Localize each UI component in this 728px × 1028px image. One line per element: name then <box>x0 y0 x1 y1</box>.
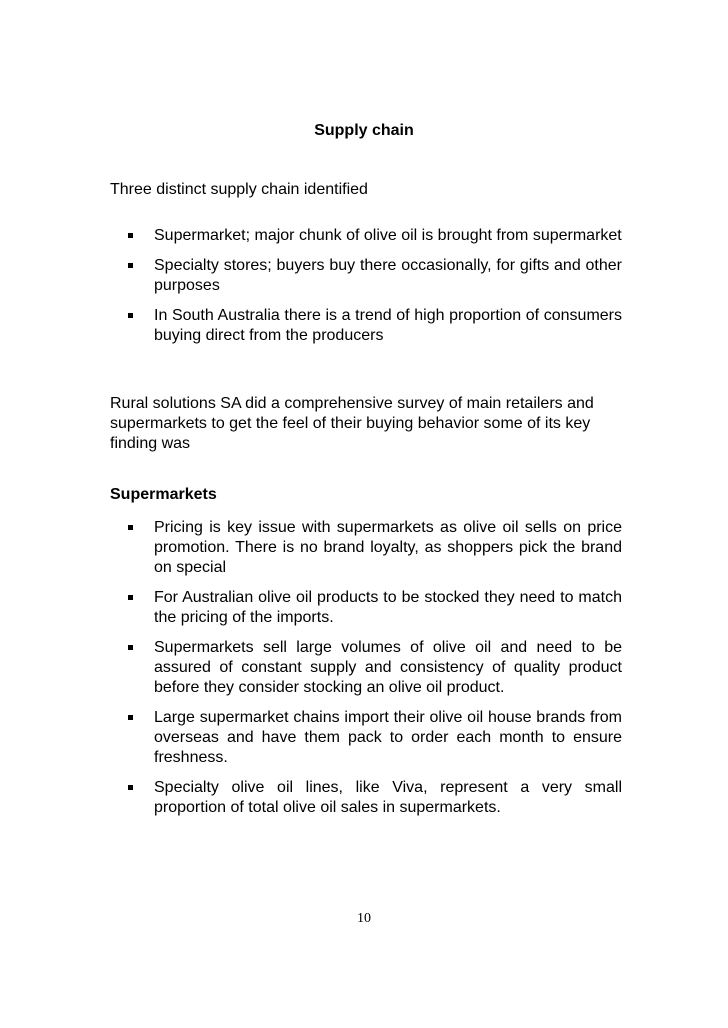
bullet-square-icon <box>128 595 133 600</box>
survey-paragraph: Rural solutions SA did a comprehensive survey of main retailers and supermarkets to get the feel of their buying behavior some of its key finding was <box>110 395 594 452</box>
list-item <box>110 226 622 246</box>
list-item-text: For Australian olive oil products to be stocked they need to match the pricing of the imports. <box>154 589 622 626</box>
supermarket-findings-list <box>110 518 622 818</box>
bullet-square-icon <box>128 233 133 238</box>
list-item <box>110 518 622 578</box>
page-number: 10 <box>357 911 371 926</box>
supply-chain-list <box>110 226 622 346</box>
intro-text: Three distinct supply chain identified <box>110 181 368 198</box>
list-item-text: In South Australia there is a trend of high proportion of consumers buying direct from the producers <box>154 307 622 344</box>
section-heading-supermarkets: Supermarkets <box>110 486 217 503</box>
list-item <box>110 708 622 768</box>
list-item-text: Specialty stores; buyers buy there occasionally, for gifts and other purposes <box>154 257 622 294</box>
list-item <box>110 638 622 698</box>
list-item <box>110 588 622 628</box>
bullet-square-icon <box>128 525 133 530</box>
bullet-square-icon <box>128 263 133 268</box>
list-item-text: Large supermarket chains import their olive oil house brands from overseas and have them pack to order each month to ensure freshness. <box>154 709 622 766</box>
bullet-square-icon <box>128 715 133 720</box>
page-title: Supply chain <box>314 122 414 139</box>
bullet-square-icon <box>128 785 133 790</box>
list-item-text: Pricing is key issue with supermarkets as olive oil sells on price promotion. There is no brand loyalty, as shoppers pick the brand on special <box>154 519 622 576</box>
bullet-square-icon <box>128 313 133 318</box>
list-item-text: Supermarket; major chunk of olive oil is brought from supermarket <box>154 227 622 244</box>
list-item <box>110 778 622 818</box>
list-item-text: Supermarkets sell large volumes of olive oil and need to be assured of constant supply and consistency of quality product before they consider stocking an olive oil product. <box>154 639 622 696</box>
bullet-square-icon <box>128 645 133 650</box>
list-item <box>110 306 622 346</box>
list-item <box>110 256 622 296</box>
list-item-text: Specialty olive oil lines, like Viva, represent a very small proportion of total olive oil sales in supermarkets. <box>154 779 622 816</box>
